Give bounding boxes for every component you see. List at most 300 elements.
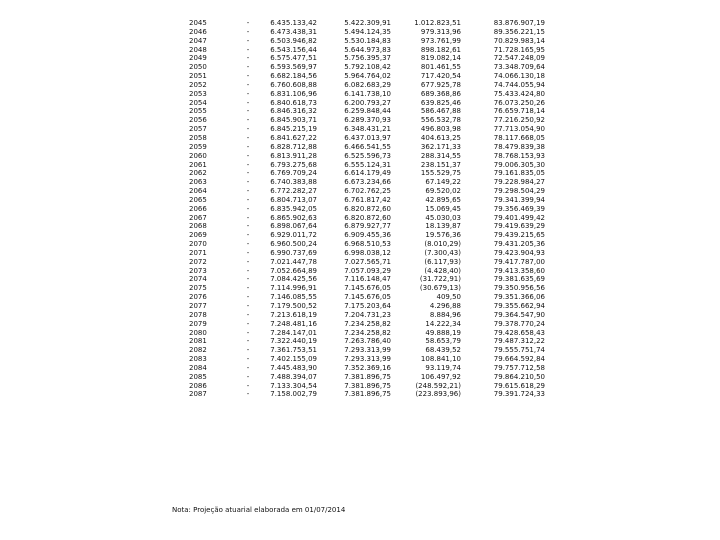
result-cell: 155.529,75 xyxy=(420,169,461,178)
year-cell: 2046 xyxy=(189,27,207,36)
year-cell: 2048 xyxy=(189,45,207,54)
dash-cell: - xyxy=(246,54,250,63)
dash-cell: - xyxy=(246,27,250,36)
balance-cell: 73.348.709,64 xyxy=(493,63,545,72)
revenue-cell: 6.772.282,27 xyxy=(270,187,317,196)
table-row xyxy=(172,231,547,240)
year-cell: 2058 xyxy=(189,133,207,142)
revenue-cell: 6.831.106,96 xyxy=(270,89,317,98)
expense-cell: 6.348.431,21 xyxy=(344,125,391,134)
result-cell: 1.012.823,51 xyxy=(414,19,461,27)
balance-cell: 79.298.504,29 xyxy=(493,187,545,196)
dash-cell: - xyxy=(246,213,250,222)
result-cell: 677.925,78 xyxy=(420,80,461,89)
year-cell: 2086 xyxy=(189,381,207,390)
table-row xyxy=(172,364,547,373)
balance-cell: 78.768.153,93 xyxy=(493,151,545,160)
revenue-cell: 7.133.304,54 xyxy=(270,381,317,390)
result-cell: 67.149,22 xyxy=(425,178,461,187)
result-cell: (8.010,29) xyxy=(424,240,461,249)
result-cell: 496.803,98 xyxy=(420,125,461,134)
dash-cell: - xyxy=(246,222,250,231)
result-cell: (31.722,91) xyxy=(419,275,461,284)
expense-cell: 6.879.927,77 xyxy=(344,222,391,231)
dash-cell: - xyxy=(246,116,250,125)
table-row xyxy=(172,125,547,134)
table-row xyxy=(172,72,547,81)
revenue-cell: 6.960.500,24 xyxy=(270,240,317,249)
revenue-cell: 7.322.440,19 xyxy=(270,337,317,346)
expense-cell: 6.466.541,55 xyxy=(344,142,391,151)
revenue-cell: 6.473.438,31 xyxy=(270,27,317,36)
year-cell: 2072 xyxy=(189,257,207,266)
revenue-cell: 6.845.215,19 xyxy=(270,125,317,134)
projection-table xyxy=(172,19,547,399)
expense-cell: 5.792.108,42 xyxy=(344,63,391,72)
expense-cell: 7.145.676,05 xyxy=(344,284,391,293)
year-cell: 2071 xyxy=(189,248,207,257)
balance-cell: 79.006.305,30 xyxy=(493,160,545,169)
year-cell: 2081 xyxy=(189,337,207,346)
expense-cell: 6.820.872,60 xyxy=(344,213,391,222)
balance-cell: 76.659.718,14 xyxy=(493,107,545,116)
expense-cell: 6.761.817,42 xyxy=(344,195,391,204)
year-cell: 2053 xyxy=(189,89,207,98)
expense-cell: 7.381.896,75 xyxy=(344,390,391,399)
balance-cell: 79.391.724,33 xyxy=(493,390,545,399)
result-cell: 69.520,02 xyxy=(425,187,461,196)
expense-cell: 6.673.234,66 xyxy=(344,178,391,187)
balance-cell: 79.228.984,27 xyxy=(493,178,545,187)
year-cell: 2084 xyxy=(189,363,207,372)
expense-cell: 5.644.973,83 xyxy=(344,45,391,54)
table-row xyxy=(172,161,547,170)
result-cell: 45.030,03 xyxy=(425,213,461,222)
table-row xyxy=(172,143,547,152)
balance-cell: 79.355.662,94 xyxy=(493,302,545,310)
result-cell: 93.119,74 xyxy=(425,363,461,372)
revenue-cell: 6.435.133,42 xyxy=(270,19,317,27)
balance-cell: 79.615.618,29 xyxy=(493,381,545,390)
balance-cell: 79.439.215,65 xyxy=(493,231,545,240)
dash-cell: - xyxy=(246,328,250,337)
table-row xyxy=(172,54,547,63)
table-row xyxy=(172,134,547,143)
table-row xyxy=(172,311,547,320)
expense-cell: 6.909.455,36 xyxy=(344,231,391,240)
balance-cell: 79.864.210,50 xyxy=(493,372,545,381)
dash-cell: - xyxy=(246,284,250,293)
balance-cell: 76.073.250,26 xyxy=(493,98,545,107)
result-cell: (248.592,21) xyxy=(415,381,461,390)
balance-cell: 74.744.055,94 xyxy=(493,80,545,89)
table-row xyxy=(172,187,547,196)
result-cell: (4.428,40) xyxy=(424,266,461,275)
table-row xyxy=(172,90,547,99)
table-row xyxy=(172,214,547,223)
result-cell: (30.679,13) xyxy=(419,284,461,293)
dash-cell: - xyxy=(246,72,250,81)
table-row xyxy=(172,152,547,161)
dash-cell: - xyxy=(246,390,250,399)
revenue-cell: 6.804.713,07 xyxy=(270,195,317,204)
balance-cell: 72.547.248,09 xyxy=(493,54,545,63)
revenue-cell: 7.445.483,90 xyxy=(270,363,317,372)
result-cell: (7.300,43) xyxy=(424,248,461,257)
year-cell: 2065 xyxy=(189,195,207,204)
dash-cell: - xyxy=(246,204,250,213)
dash-cell: - xyxy=(246,125,250,134)
result-cell: 4.296,88 xyxy=(429,302,461,310)
year-cell: 2077 xyxy=(189,302,207,310)
expense-cell: 7.234.258,82 xyxy=(344,319,391,328)
table-row xyxy=(172,178,547,187)
year-cell: 2054 xyxy=(189,98,207,107)
year-cell: 2052 xyxy=(189,80,207,89)
dash-cell: - xyxy=(246,80,250,89)
table-row xyxy=(172,99,547,108)
table-row xyxy=(172,258,547,267)
revenue-cell: 6.990.737,69 xyxy=(270,248,317,257)
expense-cell: 6.968.510,53 xyxy=(344,240,391,249)
year-cell: 2079 xyxy=(189,319,207,328)
revenue-cell: 6.841.627,22 xyxy=(270,133,317,142)
balance-cell: 79.757.712,58 xyxy=(493,363,545,372)
result-cell: 819.082,14 xyxy=(420,54,461,63)
expense-cell: 6.998.038,12 xyxy=(344,248,391,257)
dash-cell: - xyxy=(246,63,250,72)
revenue-cell: 6.828.712,88 xyxy=(270,142,317,151)
dash-cell: - xyxy=(246,169,250,178)
expense-cell: 6.437.013,97 xyxy=(344,133,391,142)
table-row xyxy=(172,355,547,364)
dash-cell: - xyxy=(246,363,250,372)
revenue-cell: 6.845.903,71 xyxy=(270,116,317,125)
table-row xyxy=(172,107,547,116)
balance-cell: 79.431.205,36 xyxy=(493,240,545,249)
revenue-cell: 6.769.709,24 xyxy=(270,169,317,178)
table-row xyxy=(172,28,547,37)
revenue-cell: 6.682.184,56 xyxy=(270,72,317,81)
year-cell: 2062 xyxy=(189,169,207,178)
dash-cell: - xyxy=(246,346,250,355)
expense-cell: 7.145.676,05 xyxy=(344,293,391,302)
revenue-cell: 7.488.394,07 xyxy=(270,372,317,381)
expense-cell: 5.422.309,91 xyxy=(344,19,391,27)
year-cell: 2056 xyxy=(189,116,207,125)
balance-cell: 79.428.658,43 xyxy=(493,328,545,337)
year-cell: 2082 xyxy=(189,346,207,355)
revenue-cell: 6.793.275,68 xyxy=(270,160,317,169)
expense-cell: 6.259.848,44 xyxy=(344,107,391,116)
year-cell: 2060 xyxy=(189,151,207,160)
result-cell: 49.888,19 xyxy=(425,328,461,337)
dash-cell: - xyxy=(246,248,250,257)
table-row xyxy=(172,81,547,90)
revenue-cell: 7.248.481,16 xyxy=(270,319,317,328)
dash-cell: - xyxy=(246,19,250,27)
year-cell: 2075 xyxy=(189,284,207,293)
expense-cell: 7.352.369,16 xyxy=(344,363,391,372)
year-cell: 2057 xyxy=(189,125,207,134)
year-cell: 2078 xyxy=(189,310,207,319)
revenue-cell: 6.593.569,97 xyxy=(270,63,317,72)
result-cell: 586.467,88 xyxy=(420,107,461,116)
expense-cell: 7.204.731,23 xyxy=(344,310,391,319)
balance-cell: 78.117.668,05 xyxy=(493,133,545,142)
table-note: Nota: Projeção atuarial elaborada em 01/07/2014 xyxy=(172,506,346,514)
result-cell: 288.314,55 xyxy=(420,151,461,160)
dash-cell: - xyxy=(246,151,250,160)
revenue-cell: 6.846.316,32 xyxy=(270,107,317,116)
result-cell: 898.182,61 xyxy=(420,45,461,54)
table-row xyxy=(172,284,547,293)
revenue-cell: 6.835.942,05 xyxy=(270,204,317,213)
result-cell: 19.576,36 xyxy=(425,231,461,240)
result-cell: 58.653,79 xyxy=(425,337,461,346)
projection-table-container xyxy=(172,19,547,399)
dash-cell: - xyxy=(246,45,250,54)
year-cell: 2066 xyxy=(189,204,207,213)
year-cell: 2051 xyxy=(189,72,207,81)
result-cell: 973.761,99 xyxy=(420,36,461,45)
result-cell: 409,50 xyxy=(436,293,461,302)
result-cell: 42.895,65 xyxy=(425,195,461,204)
balance-cell: 79.351.366,06 xyxy=(493,293,545,302)
revenue-cell: 6.760.608,88 xyxy=(270,80,317,89)
expense-cell: 7.116.148,47 xyxy=(344,275,391,284)
revenue-cell: 7.158.002,79 xyxy=(270,390,317,399)
expense-cell: 6.141.738,10 xyxy=(344,89,391,98)
dash-cell: - xyxy=(246,266,250,275)
result-cell: 108.841,10 xyxy=(420,355,461,364)
year-cell: 2047 xyxy=(189,36,207,45)
balance-cell: 79.555.751,74 xyxy=(493,346,545,355)
expense-cell: 7.381.896,75 xyxy=(344,372,391,381)
balance-cell: 79.413.358,60 xyxy=(493,266,545,275)
table-row xyxy=(172,37,547,46)
result-cell: 15.069,45 xyxy=(425,204,461,213)
expense-cell: 7.027.565,71 xyxy=(344,257,391,266)
revenue-cell: 6.575.477,51 xyxy=(270,54,317,63)
revenue-cell: 7.361.753,51 xyxy=(270,346,317,355)
result-cell: 979.313,96 xyxy=(420,27,461,36)
result-cell: 106.497,92 xyxy=(420,372,461,381)
expense-cell: 6.082.683,29 xyxy=(344,80,391,89)
balance-cell: 79.664.592,84 xyxy=(493,355,545,364)
expense-cell: 5.494.124,35 xyxy=(344,27,391,36)
result-cell: 14.222,34 xyxy=(425,319,461,328)
balance-cell: 75.433.424,80 xyxy=(493,89,545,98)
year-cell: 2080 xyxy=(189,328,207,337)
balance-cell: 79.364.547,90 xyxy=(493,310,545,319)
expense-cell: 7.293.313,99 xyxy=(344,346,391,355)
expense-cell: 6.200.793,27 xyxy=(344,98,391,107)
balance-cell: 79.161.835,05 xyxy=(493,169,545,178)
result-cell: 556.532,78 xyxy=(420,116,461,125)
projection-table-body xyxy=(172,19,547,399)
dash-cell: - xyxy=(246,89,250,98)
expense-cell: 6.525.596,73 xyxy=(344,151,391,160)
balance-cell: 79.423.904,93 xyxy=(493,248,545,257)
dash-cell: - xyxy=(246,293,250,302)
dash-cell: - xyxy=(246,275,250,284)
revenue-cell: 7.084.425,56 xyxy=(270,275,317,284)
expense-cell: 5.756.395,37 xyxy=(344,54,391,63)
table-row xyxy=(172,346,547,355)
dash-cell: - xyxy=(246,302,250,310)
balance-cell: 78.479.839,38 xyxy=(493,142,545,151)
expense-cell: 7.293.313,99 xyxy=(344,355,391,364)
expense-cell: 7.234.258,82 xyxy=(344,328,391,337)
result-cell: 362.171,33 xyxy=(420,142,461,151)
table-row xyxy=(172,382,547,391)
dash-cell: - xyxy=(246,195,250,204)
table-row xyxy=(172,293,547,302)
dash-cell: - xyxy=(246,160,250,169)
balance-cell: 70.829.983,14 xyxy=(493,36,545,45)
dash-cell: - xyxy=(246,381,250,390)
year-cell: 2055 xyxy=(189,107,207,116)
table-row xyxy=(172,240,547,249)
dash-cell: - xyxy=(246,178,250,187)
table-row xyxy=(172,222,547,231)
balance-cell: 79.378.770,24 xyxy=(493,319,545,328)
dash-cell: - xyxy=(246,240,250,249)
table-row xyxy=(172,196,547,205)
result-cell: 404.613,25 xyxy=(420,133,461,142)
year-cell: 2073 xyxy=(189,266,207,275)
balance-cell: 83.876.907,19 xyxy=(493,19,545,27)
revenue-cell: 7.213.618,19 xyxy=(270,310,317,319)
revenue-cell: 6.740.383,88 xyxy=(270,178,317,187)
dash-cell: - xyxy=(246,98,250,107)
expense-cell: 6.820.872,60 xyxy=(344,204,391,213)
year-cell: 2069 xyxy=(189,231,207,240)
expense-cell: 7.057.093,29 xyxy=(344,266,391,275)
table-row xyxy=(172,329,547,338)
table-row xyxy=(172,390,547,399)
table-row xyxy=(172,249,547,258)
dash-cell: - xyxy=(246,133,250,142)
year-cell: 2061 xyxy=(189,160,207,169)
revenue-cell: 6.543.156,44 xyxy=(270,45,317,54)
dash-cell: - xyxy=(246,319,250,328)
result-cell: 8.884,96 xyxy=(429,310,461,319)
year-cell: 2068 xyxy=(189,222,207,231)
revenue-cell: 7.284.147,01 xyxy=(270,328,317,337)
dash-cell: - xyxy=(246,187,250,196)
table-row xyxy=(172,205,547,214)
table-row xyxy=(172,337,547,346)
result-cell: 238.151,37 xyxy=(420,160,461,169)
balance-cell: 79.417.787,00 xyxy=(493,257,545,266)
table-row xyxy=(172,169,547,178)
balance-cell: 74.066.130,18 xyxy=(493,72,545,81)
expense-cell: 5.964.764,02 xyxy=(344,72,391,81)
balance-cell: 79.381.635,69 xyxy=(493,275,545,284)
dash-cell: - xyxy=(246,310,250,319)
revenue-cell: 7.021.447,78 xyxy=(270,257,317,266)
revenue-cell: 6.865.902,63 xyxy=(270,213,317,222)
table-row xyxy=(172,267,547,276)
year-cell: 2085 xyxy=(189,372,207,381)
dash-cell: - xyxy=(246,372,250,381)
table-row xyxy=(172,302,547,311)
dash-cell: - xyxy=(246,337,250,346)
expense-cell: 7.381.896,75 xyxy=(344,381,391,390)
table-row xyxy=(172,63,547,72)
balance-cell: 79.419.639,29 xyxy=(493,222,545,231)
dash-cell: - xyxy=(246,355,250,364)
balance-cell: 77.713.054,90 xyxy=(493,125,545,134)
expense-cell: 6.702.762,25 xyxy=(344,187,391,196)
result-cell: (6.117,93) xyxy=(424,257,461,266)
year-cell: 2087 xyxy=(189,390,207,399)
dash-cell: - xyxy=(246,107,250,116)
revenue-cell: 6.503.946,82 xyxy=(270,36,317,45)
balance-cell: 79.356.469,39 xyxy=(493,204,545,213)
result-cell: 801.461,55 xyxy=(420,63,461,72)
year-cell: 2074 xyxy=(189,275,207,284)
year-cell: 2076 xyxy=(189,293,207,302)
revenue-cell: 6.813.911,28 xyxy=(270,151,317,160)
revenue-cell: 6.898.067,64 xyxy=(270,222,317,231)
expense-cell: 6.555.124,31 xyxy=(344,160,391,169)
result-cell: (223.893,96) xyxy=(415,390,461,399)
balance-cell: 89.356.221,15 xyxy=(493,27,545,36)
revenue-cell: 7.114.996,91 xyxy=(270,284,317,293)
year-cell: 2063 xyxy=(189,178,207,187)
result-cell: 68.439,52 xyxy=(425,346,461,355)
expense-cell: 5.530.184,83 xyxy=(344,36,391,45)
balance-cell: 79.341.399,94 xyxy=(493,195,545,204)
balance-cell: 79.350.956,56 xyxy=(493,284,545,293)
dash-cell: - xyxy=(246,231,250,240)
table-row xyxy=(172,373,547,382)
dash-cell: - xyxy=(246,36,250,45)
year-cell: 2049 xyxy=(189,54,207,63)
year-cell: 2067 xyxy=(189,213,207,222)
balance-cell: 77.216.250,92 xyxy=(493,116,545,125)
table-row xyxy=(172,320,547,329)
table-row xyxy=(172,275,547,284)
year-cell: 2070 xyxy=(189,240,207,249)
expense-cell: 6.289.370,93 xyxy=(344,116,391,125)
dash-cell: - xyxy=(246,257,250,266)
balance-cell: 71.728.165,95 xyxy=(493,45,545,54)
dash-cell: - xyxy=(246,142,250,151)
year-cell: 2050 xyxy=(189,63,207,72)
expense-cell: 7.263.786,40 xyxy=(344,337,391,346)
year-cell: 2059 xyxy=(189,142,207,151)
revenue-cell: 6.929.011,72 xyxy=(270,231,317,240)
revenue-cell: 7.402.155,09 xyxy=(270,355,317,364)
year-cell: 2045 xyxy=(189,19,207,27)
table-row xyxy=(172,19,547,28)
result-cell: 717.420,54 xyxy=(420,72,461,81)
expense-cell: 6.614.179,49 xyxy=(344,169,391,178)
revenue-cell: 7.146.085,55 xyxy=(270,293,317,302)
expense-cell: 7.175.203,64 xyxy=(344,302,391,310)
balance-cell: 79.487.312,22 xyxy=(493,337,545,346)
result-cell: 689.368,86 xyxy=(420,89,461,98)
revenue-cell: 7.179.500,52 xyxy=(270,302,317,310)
table-row xyxy=(172,116,547,125)
year-cell: 2064 xyxy=(189,187,207,196)
result-cell: 639.825,46 xyxy=(420,98,461,107)
year-cell: 2083 xyxy=(189,355,207,364)
